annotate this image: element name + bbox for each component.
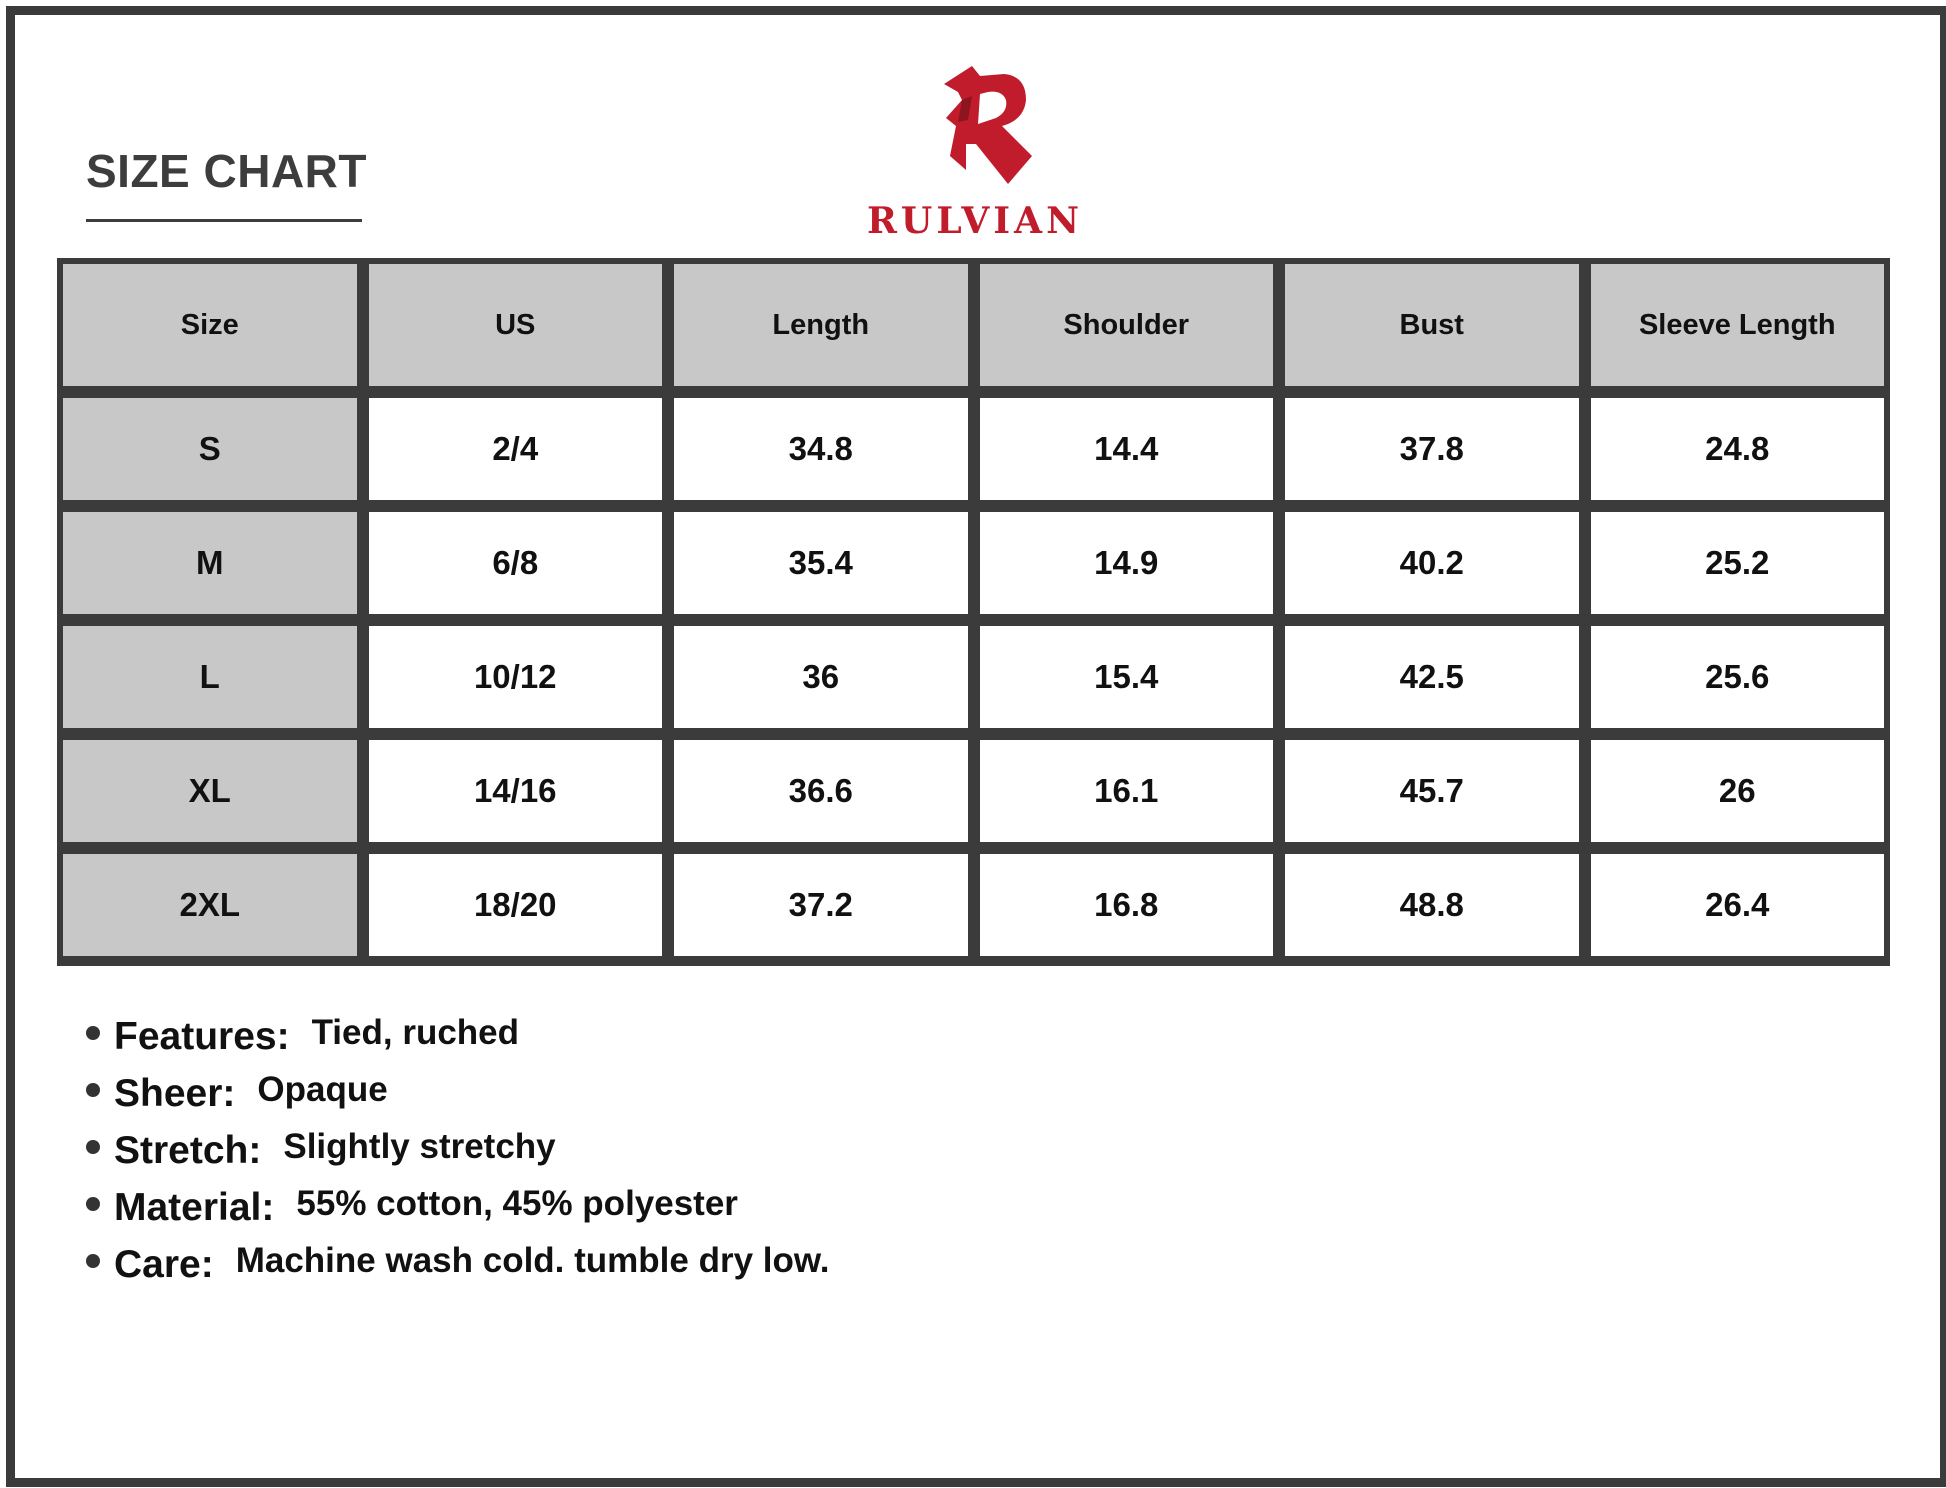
table-cell: 48.8	[1285, 854, 1579, 956]
feature-label: Care:	[114, 1242, 214, 1286]
column-header: US	[369, 264, 663, 386]
feature-label: Features:	[114, 1014, 290, 1058]
size-label-cell: XL	[63, 740, 357, 842]
feature-label: Stretch:	[114, 1128, 262, 1172]
table-cell: 25.2	[1591, 512, 1885, 614]
table-cell: 26	[1591, 740, 1885, 842]
size-label-cell: M	[63, 512, 357, 614]
column-header: Bust	[1285, 264, 1579, 386]
table-cell: 24.8	[1591, 398, 1885, 500]
feature-item	[86, 1008, 830, 1065]
brand-logo	[860, 60, 1090, 240]
table-cell: 42.5	[1285, 626, 1579, 728]
size-table	[57, 258, 1890, 966]
feature-label: Material:	[114, 1185, 275, 1229]
feature-list	[86, 1008, 830, 1293]
table-cell: 10/12	[369, 626, 663, 728]
column-header: Shoulder	[980, 264, 1274, 386]
feature-item	[86, 1179, 830, 1236]
size-label-cell: 2XL	[63, 854, 357, 956]
table-cell: 14.4	[980, 398, 1274, 500]
column-header: Size	[63, 264, 357, 386]
feature-item	[86, 1065, 830, 1122]
table-cell: 2/4	[369, 398, 663, 500]
table-cell: 14.9	[980, 512, 1274, 614]
table-cell: 18/20	[369, 854, 663, 956]
table-cell: 40.2	[1285, 512, 1579, 614]
feature-item	[86, 1122, 830, 1179]
rulvian-r-logo-icon	[922, 60, 1042, 190]
table-cell: 36.6	[674, 740, 968, 842]
title-underline	[86, 219, 362, 222]
table-cell: 35.4	[674, 512, 968, 614]
bullet-icon	[86, 1083, 100, 1097]
table-cell: 6/8	[369, 512, 663, 614]
brand-name: RULVIAN	[867, 200, 1083, 242]
table-cell: 34.8	[674, 398, 968, 500]
bullet-icon	[86, 1254, 100, 1268]
column-header: Length	[674, 264, 968, 386]
feature-value: 55% cotton, 45% polyester	[296, 1183, 738, 1223]
table-cell: 14/16	[369, 740, 663, 842]
feature-value: Machine wash cold. tumble dry low.	[235, 1240, 830, 1280]
table-cell: 26.4	[1591, 854, 1885, 956]
feature-value: Opaque	[257, 1069, 388, 1109]
bullet-icon	[86, 1026, 100, 1040]
feature-value: Slightly stretchy	[283, 1126, 556, 1166]
size-label-cell: L	[63, 626, 357, 728]
table-cell: 16.1	[980, 740, 1274, 842]
table-cell: 37.8	[1285, 398, 1579, 500]
table-cell: 36	[674, 626, 968, 728]
table-cell: 16.8	[980, 854, 1274, 956]
table-cell: 25.6	[1591, 626, 1885, 728]
feature-label: Sheer:	[114, 1071, 236, 1115]
table-cell: 45.7	[1285, 740, 1579, 842]
table-cell: 15.4	[980, 626, 1274, 728]
feature-value: Tied, ruched	[311, 1012, 520, 1052]
column-header: Sleeve Length	[1591, 264, 1885, 386]
table-cell: 37.2	[674, 854, 968, 956]
size-label-cell: S	[63, 398, 357, 500]
feature-item	[86, 1236, 830, 1293]
bullet-icon	[86, 1197, 100, 1211]
page-title: SIZE CHART	[86, 145, 367, 197]
bullet-icon	[86, 1140, 100, 1154]
